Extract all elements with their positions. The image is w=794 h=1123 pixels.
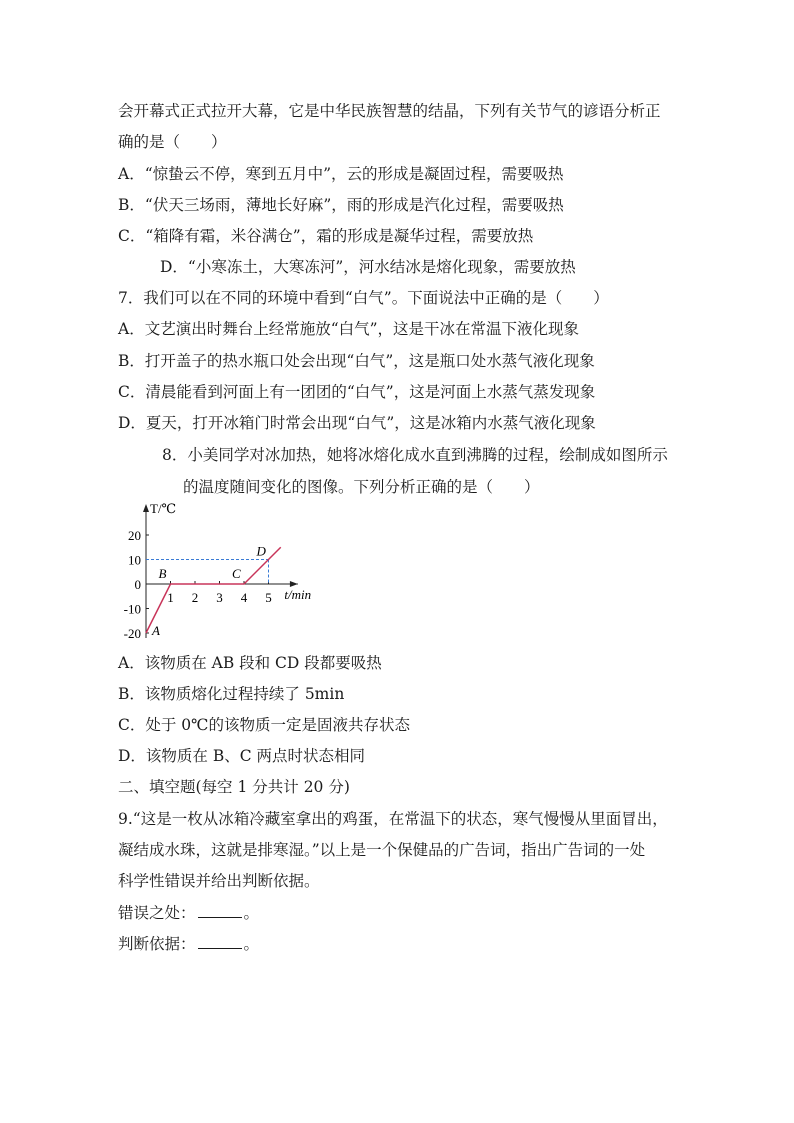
answer-blank-2[interactable] <box>198 934 242 949</box>
point-label-a: A <box>152 623 160 638</box>
q8-stem-line1: 8．小美同学对冰加热，她将冰熔化成水直到沸腾的过程，绘制成如图所示 <box>162 446 668 464</box>
y-tick-label: 20 <box>128 528 141 543</box>
x-tick-label: 2 <box>191 590 199 605</box>
section2-heading: 二、填空题(每空 1 分共计 20 分) <box>118 778 350 796</box>
x-tick-label: 3 <box>216 590 223 605</box>
q9-blank1 <box>118 903 259 923</box>
q7-stem: 7．我们可以在不同的环境中看到“白气”。下面说法中正确的是（ ） <box>118 289 609 307</box>
q7-option-d: D．夏天，打开冰箱门时常会出现“白气”，这是冰箱内水蒸气液化现象 <box>118 414 596 432</box>
q9-blank2 <box>118 934 259 954</box>
point-label-d: D <box>256 543 266 559</box>
y-tick-label: -20 <box>123 626 141 641</box>
y-axis-label: T/℃ <box>150 501 177 516</box>
q6-option-b: B．“伏天三场雨，薄地长好麻”，雨的形成是汽化过程，需要吸热 <box>118 196 564 214</box>
graph-svg <box>118 498 328 646</box>
temperature-time-graph <box>118 498 328 646</box>
q6-option-d: D．“小寒冻土，大寒冻河”，河水结冰是熔化现象，需要放热 <box>160 258 576 276</box>
q6-stem-line1: 会开幕式正式拉开大幕，它是中华民族智慧的结晶，下列有关节气的谚语分析正 <box>118 102 661 120</box>
y-tick-label: 10 <box>128 552 141 568</box>
point-label-c: C <box>232 566 241 581</box>
q9-line2: 凝结成水珠，这就是排寒湿。”以上是一个保健品的广告词，指出广告词的一处 <box>118 841 646 859</box>
x-axis-label: t/min <box>284 587 312 602</box>
x-tick-label: 5 <box>265 590 272 605</box>
q8-option-b: B．该物质熔化过程持续了 5min <box>118 685 345 703</box>
y-tick-label: 0 <box>134 577 141 592</box>
q7-option-a: A．文艺演出时舞台上经常施放“白气”，这是干冰在常温下液化现象 <box>118 320 580 338</box>
y-tick-label: -10 <box>123 601 141 617</box>
q7-option-b: B．打开盖子的热水瓶口处会出现“白气”，这是瓶口处水蒸气液化现象 <box>118 352 595 370</box>
q9-line3: 科学性错误并给出判断依据。 <box>118 872 320 890</box>
temperature-curve <box>146 547 281 633</box>
q8-option-c: C．处于 0℃的该物质一定是固液共存状态 <box>118 716 410 734</box>
x-tick-label: 4 <box>240 590 248 605</box>
q6-option-a: A．“惊蛰云不停，寒到五月中”，云的形成是凝固过程，需要吸热 <box>118 165 564 183</box>
blank1-label: 错误之处： <box>118 904 196 922</box>
point-label-b: B <box>158 566 167 581</box>
q8-option-a: A．该物质在 AB 段和 CD 段都要吸热 <box>118 654 382 672</box>
q6-stem-line2: 确的是（ ） <box>118 133 227 151</box>
blank2-label: 判断依据： <box>118 935 196 953</box>
x-tick-label: 1 <box>167 590 174 605</box>
q6-option-c: C．“箱降有霜，米谷满仓”，霜的形成是凝华过程，需要放热 <box>118 227 534 245</box>
answer-blank-1[interactable] <box>198 903 242 918</box>
q8-option-d: D．该物质在 B、C 两点时状态相同 <box>118 747 366 765</box>
q7-option-c: C．清晨能看到河面上有一团团的“白气”，这是河面上水蒸气蒸发现象 <box>118 383 596 401</box>
blank1-period: 。 <box>243 904 260 922</box>
y-axis-arrow <box>143 504 149 512</box>
q8-stem-line2: 的温度随间变化的图像。下列分析正确的是（ ） <box>183 478 540 496</box>
blank2-period: 。 <box>243 935 260 953</box>
q9-line1: 9.“这是一枚从冰箱冷藏室拿出的鸡蛋，在常温下的状态，寒气慢慢从里面冒出， <box>118 810 668 828</box>
